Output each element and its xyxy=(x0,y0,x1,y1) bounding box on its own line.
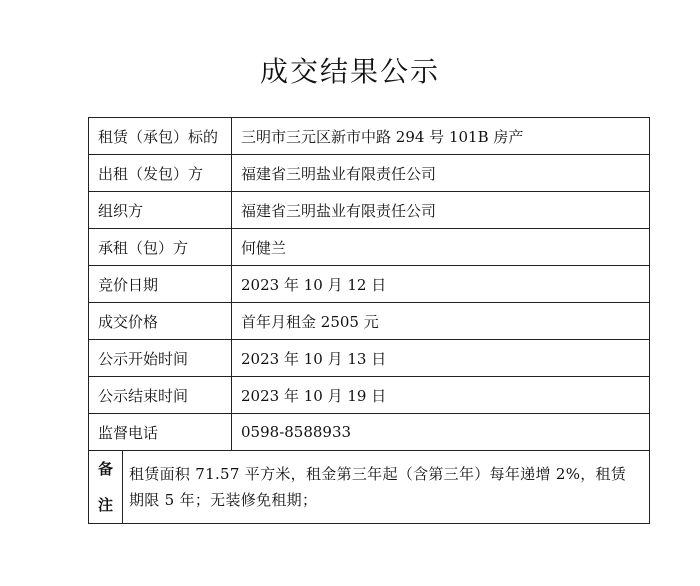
row-value-notice-start: 2023 年 10 月 13 日 xyxy=(232,340,650,377)
table-row-note xyxy=(89,451,650,524)
table-row xyxy=(89,192,650,229)
row-label-organizer: 组织方 xyxy=(89,192,232,229)
row-value-bid-date: 2023 年 10 月 12 日 xyxy=(232,266,650,303)
row-label-hotline: 监督电话 xyxy=(89,414,232,451)
row-label-lessee: 承租（包）方 xyxy=(89,229,232,266)
note-label-char-2: 注 xyxy=(97,496,113,514)
table-row xyxy=(89,118,650,155)
row-value-notice-end: 2023 年 10 月 19 日 xyxy=(232,377,650,414)
row-value-hotline: 0598-8588933 xyxy=(232,414,650,451)
row-value-lessor: 福建省三明盐业有限责任公司 xyxy=(232,155,650,192)
row-label-notice-start: 公示开始时间 xyxy=(89,340,232,377)
table-row xyxy=(89,155,650,192)
table-row xyxy=(89,303,650,340)
note-text: 租赁面积 71.57 平方米，租金第三年起（含第三年）每年递增 2%，租赁期限 5 年；无装修免租期； xyxy=(123,451,650,524)
note-label xyxy=(89,451,123,524)
row-value-lessee: 何健兰 xyxy=(232,229,650,266)
table-row xyxy=(89,414,650,451)
row-value-organizer: 福建省三明盐业有限责任公司 xyxy=(232,192,650,229)
row-label-deal-price: 成交价格 xyxy=(89,303,232,340)
row-value-subject: 三明市三元区新市中路 294 号 101B 房产 xyxy=(232,118,650,155)
table-row xyxy=(89,340,650,377)
row-label-bid-date: 竞价日期 xyxy=(89,266,232,303)
row-label-lessor: 出租（发包）方 xyxy=(89,155,232,192)
table-row xyxy=(89,229,650,266)
row-value-deal-price: 首年月租金 2505 元 xyxy=(232,303,650,340)
result-table xyxy=(88,117,650,524)
table-row xyxy=(89,377,650,414)
note-label-char-1: 备 xyxy=(97,460,113,478)
row-label-subject: 租赁（承包）标的 xyxy=(89,118,232,155)
page-title: 成交结果公示 xyxy=(259,55,440,88)
row-label-notice-end: 公示结束时间 xyxy=(89,377,232,414)
table-row xyxy=(89,266,650,303)
